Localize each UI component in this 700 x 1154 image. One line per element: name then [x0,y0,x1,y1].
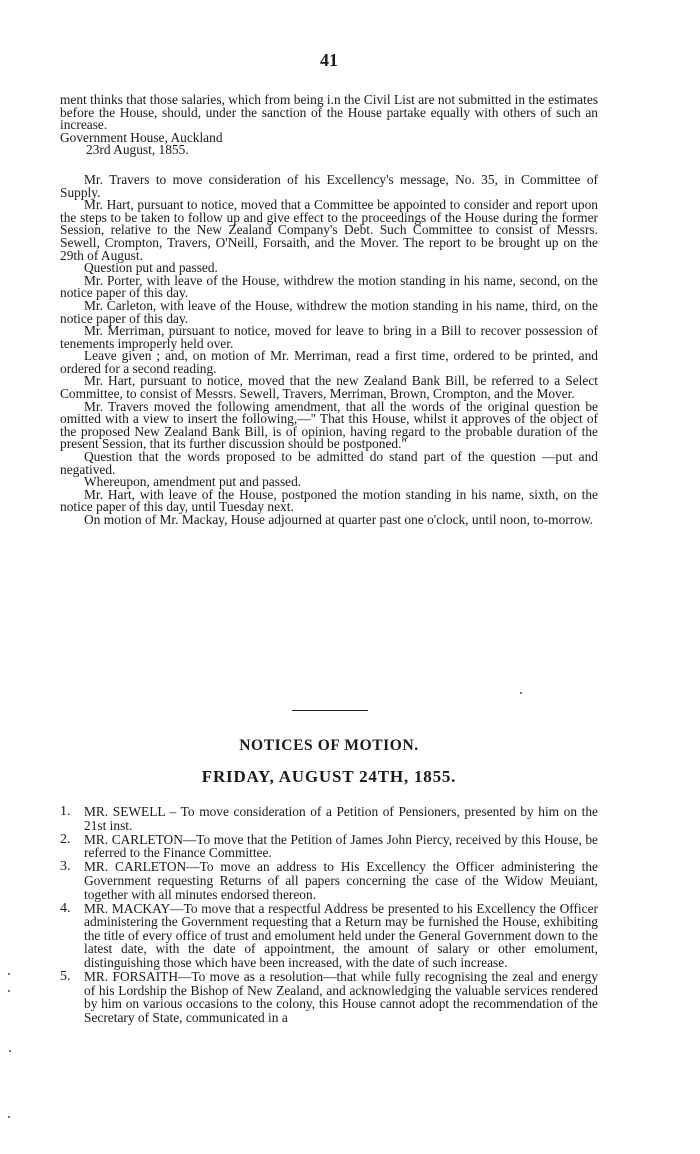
notice-item [60,860,598,901]
paragraph-travers-amendment: Mr. Travers moved the following amendment, that all the words of the original question be omitted with a view to insert the following,—" That this House, whilst it approves of the object of the proposed New Zealand Bank Bill, is of opinion, having regard to the probable duration of the present Session, that its further discussion should be postponed." [60,398,598,452]
notice-text: MR. CARLETON—To move that the Petition of James John Piercy, received by this House, be referred to the Finance Committee. [84,831,598,861]
signature-place: Government House, Auckland [60,129,223,145]
notice-text: MR. SEWELL – To move consideration of a Petition of Pensioners, presented by him on the 21st inst. [84,804,598,833]
notice-item [60,902,598,970]
notices-date-heading: FRIDAY, AUGUST 24TH, 1855. [201,767,457,786]
paragraph-continuation: ment thinks that those salaries, which from being i.n the Civil List are not submitted in the estimates before the House, should, under the sanction of the House partake equally with others of such an increase. [60,92,598,133]
notice-number: 5. [60,969,71,985]
paragraph-carleton-withdrew: Mr. Carleton, with leave of the House, withdrew the motion standing in his name, third, on the notice paper of this day. [60,297,598,326]
notice-number: 3. [60,859,71,875]
scan-mark [8,1116,10,1118]
notice-text: MR. MACKAY—To move that a respectful Address be presented to his Excellency the Officer administering the Government requesting that a Return may be furnished the House, exhibiting the title of every office of trust and emolument held under the General Government down to the latest date, with the date of appointment, the amount of salary or other emolument, distinguishing those which have been increased, with the date of such increase. [84,900,598,971]
signature-date: 23rd August, 1855. [86,142,189,158]
notice-item [60,805,598,832]
paragraph-amendment-passed: Whereupon, amendment put and passed. [84,474,302,490]
paragraph-question-negatived: Question that the words proposed to be admitted do stand part of the question —put and negatived. [60,449,598,477]
scan-mark [8,990,10,992]
notice-item [60,833,598,860]
scan-mark [9,1050,11,1052]
proceedings-text [60,94,598,527]
notices-list [60,805,598,1025]
notices-title: NOTICES OF MOTION. [239,737,419,754]
notice-number: 4. [60,900,71,916]
notice-number: 1. [60,804,71,819]
paragraph-hart-bank-bill: Mr. Hart, pursuant to notice, moved that the new Zealand Bank Bill, be referred to a Select Committee, to consist of Messrs. Sewell, Travers, Merriman, Brown, Crompton, and the Mover. [60,373,598,402]
page-number: 41 [320,50,338,70]
paragraph-adjournment: On motion of Mr. Mackay, House adjourned at quarter past one o'clock, until noon, to-morrow. [84,512,594,527]
notice-text: MR. FORSAITH—To move as a resolution—that while fully recognising the zeal and energy of his Lordship the Bishop of New Zealand, and acknowledging the valuable services rendered by him on various occasions to the colony, this House cannot adopt the recommendation of the Secretary of State, communicated in a [84,969,598,1025]
scan-mark [520,692,522,694]
paragraph-leave-given: Leave given ; and, on motion of Mr. Merriman, read a first time, ordered to be printed, and ordered for a second reading. [60,348,598,376]
notice-number: 2. [60,831,71,847]
paragraph-question-passed: Question put and passed. [84,260,218,276]
notice-text: MR. CARLETON—To move an address to His Excellency the Officer administering the Government requesting Returns of all papers concerning the case of the Widow Meuiant, together with all minutes endorsed thereon. [84,859,598,902]
notice-item [60,970,598,1024]
document-page [60,0,598,1154]
scan-mark [8,973,10,975]
paragraph-hart-postponed: Mr. Hart, with leave of the House, postponed the motion standing in his name, sixth, on the notice paper of this day, until Tuesday next. [60,486,598,515]
paragraph-porter-withdrew: Mr. Porter, with leave of the House, withdrew the motion standing in his name, second, on the notice paper of this day. [60,272,598,301]
section-divider [292,710,368,711]
paragraph-hart-committee: Mr. Hart, pursuant to notice, moved that a Committee be appointed to consider and report upon the steps to be taken to follow up and give effect to the proceedings of the House during the former Session, relative to the New Zealand Company's Debt. Such Committee to consist of Messrs. Sewell, Crompton, Travers, O'Neill, Forsaith, and the Mover. The report to be brought up on the 29th of August. [60,197,598,263]
paragraph-merriman-bill: Mr. Merriman, pursuant to notice, moved for leave to bring in a Bill to recover possession of tenements improperly held over. [60,323,598,351]
paragraph-travers-message: Mr. Travers to move consideration of his Excellency's message, No. 35, in Committee of Supply. [60,171,598,200]
